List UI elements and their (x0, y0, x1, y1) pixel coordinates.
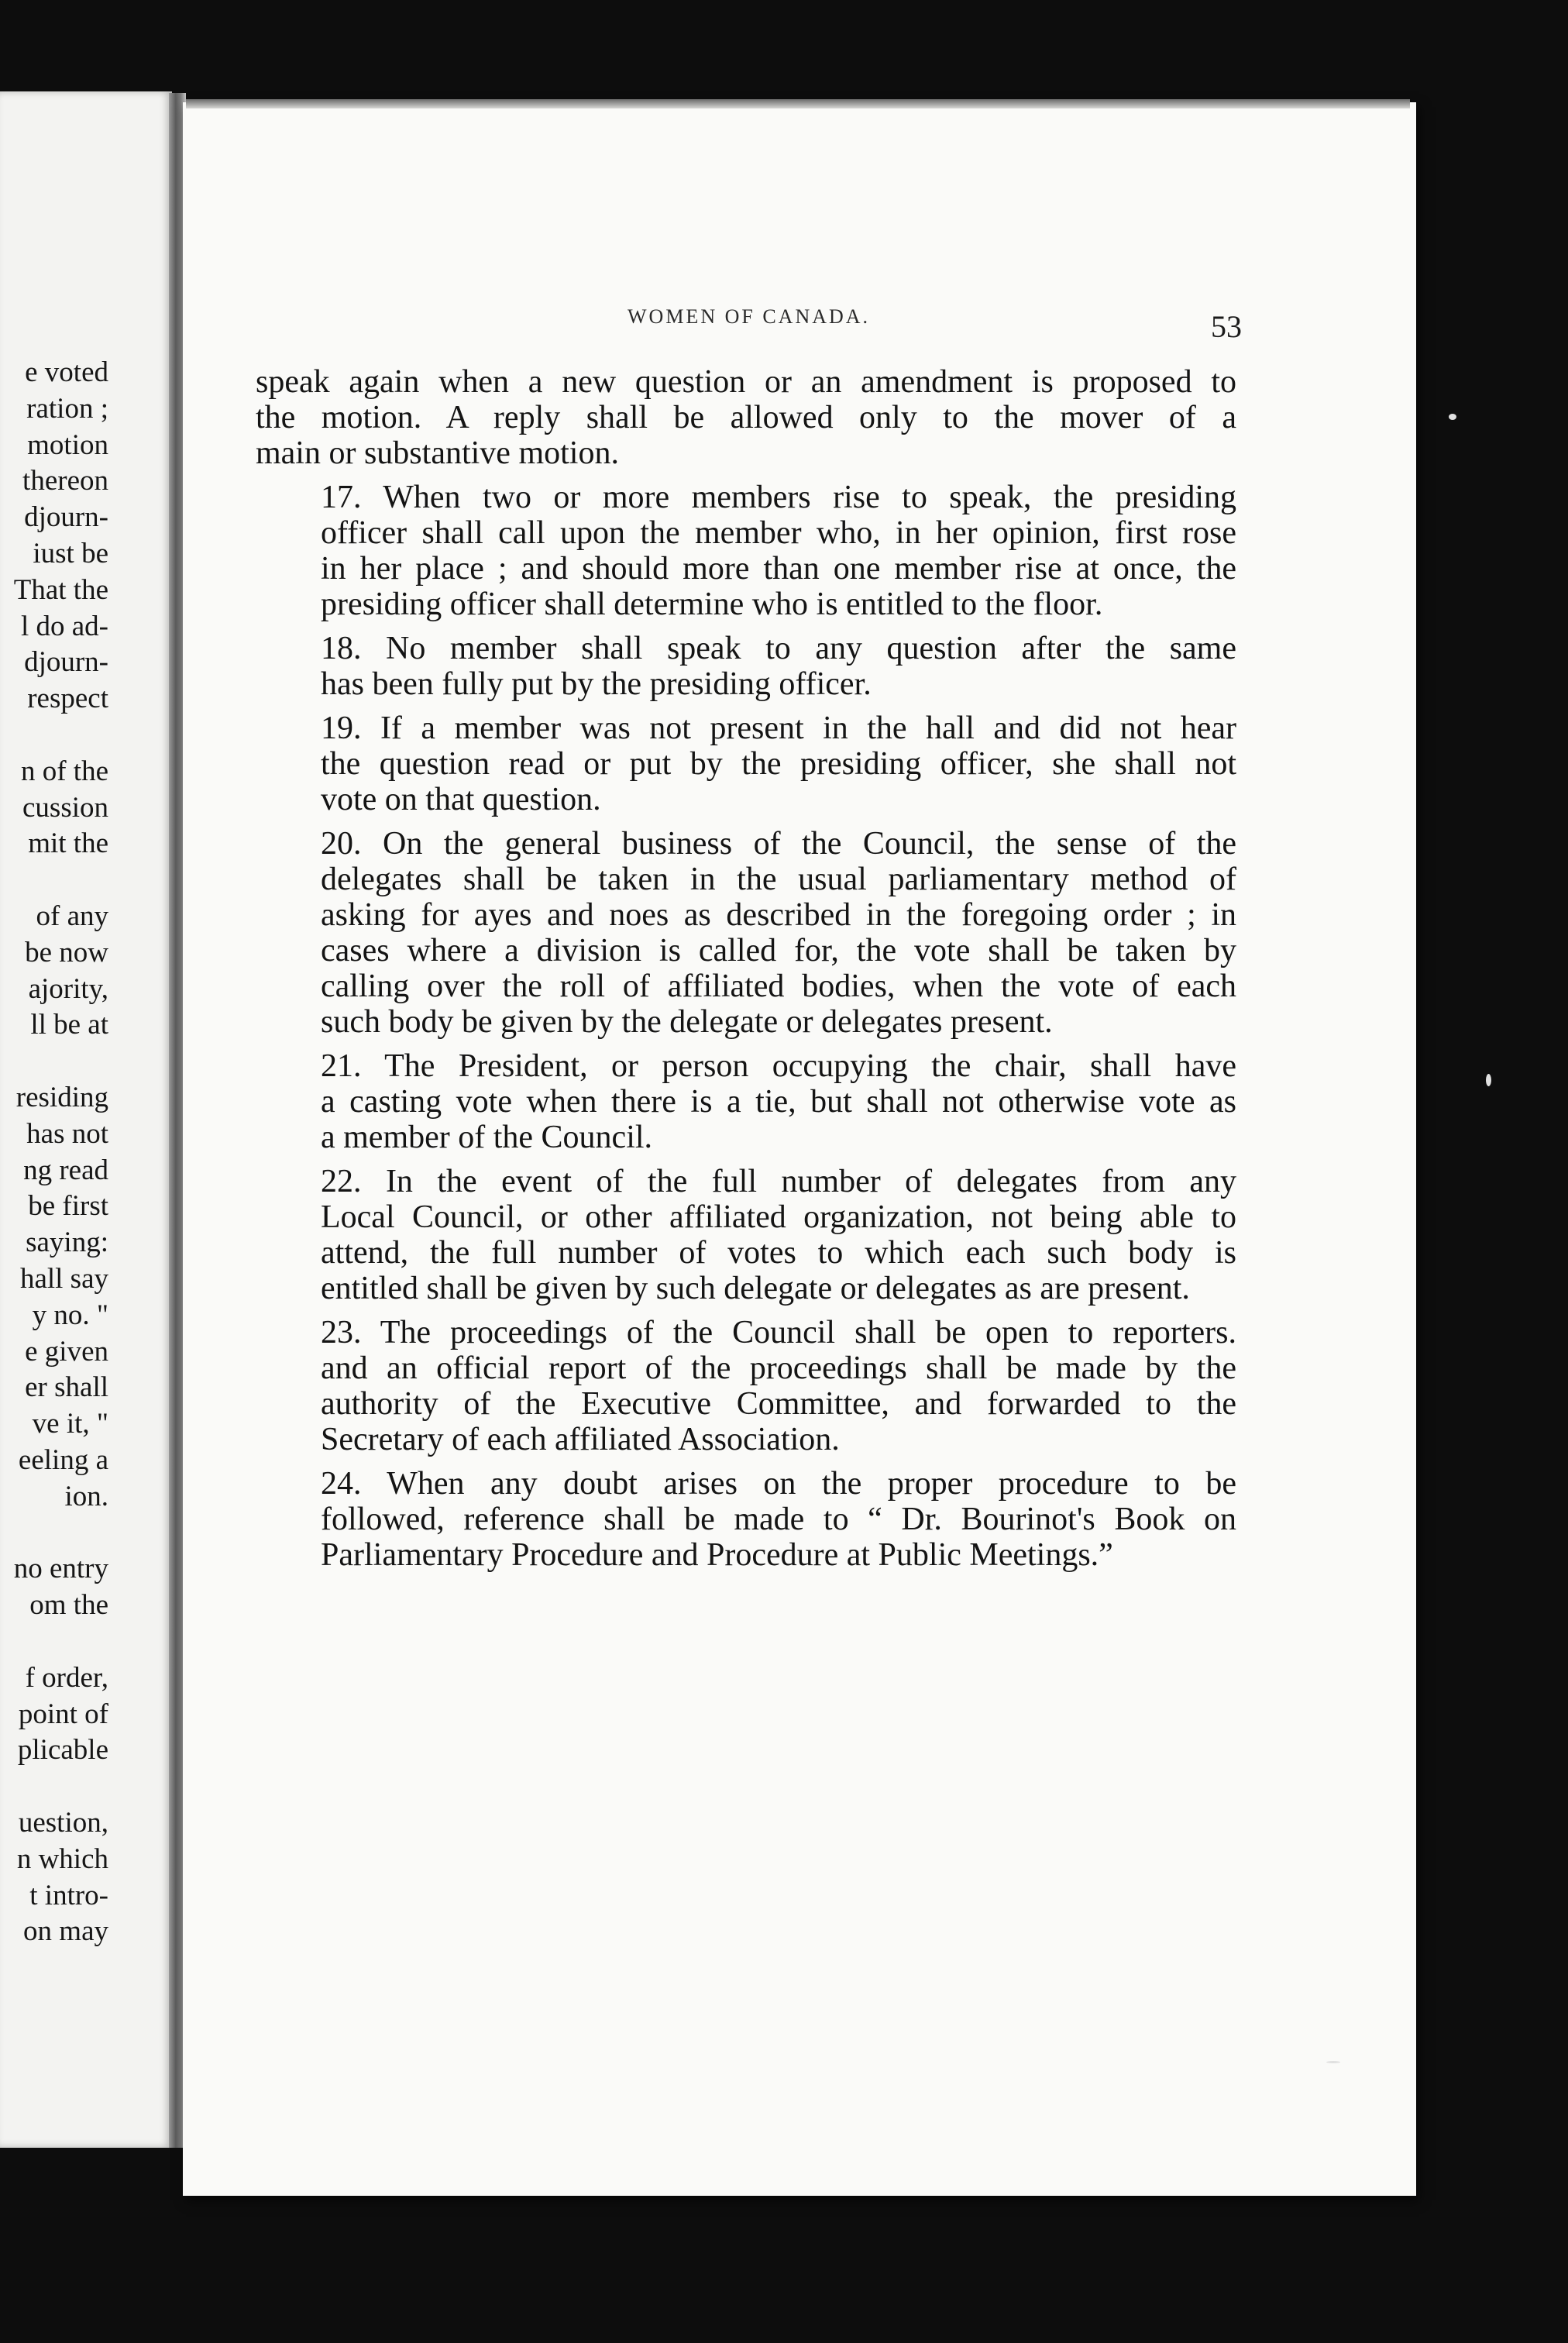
text-line: 23. The proceedings of the Council shall be open to reporters. (321, 1315, 1236, 1350)
text-line: 21. The President, or person occupying the chair, shall have (321, 1048, 1236, 1084)
text-line: and an official report of the proceedings shall be made by the (321, 1350, 1236, 1386)
left-page-line: plicable (17, 1734, 108, 1767)
left-page-line: hall say (19, 1263, 108, 1295)
text-line: presiding officer shall determine who is entitled to the floor. (321, 587, 1103, 622)
scan-speck (1449, 414, 1456, 420)
left-page-line: no entry (13, 1553, 108, 1585)
left-page-line: on may (23, 1915, 108, 1948)
text-line: vote on that question. (321, 782, 601, 817)
text-line: cases where a division is called for, the vote shall be taken by (321, 933, 1236, 969)
text-line: has been fully put by the presiding officer. (321, 666, 872, 702)
text-line: entitled shall be given by such delegate or delegates as are present. (321, 1271, 1190, 1306)
left-page-line: y no. " (32, 1299, 108, 1331)
left-page-line: be now (25, 936, 108, 969)
left-page-line: ll be at (30, 1009, 108, 1041)
page-number: 53 (1211, 309, 1242, 344)
paragraph (256, 480, 1236, 622)
scan-speck (1486, 1074, 1491, 1086)
paragraph (256, 364, 1236, 471)
text-line: speak again when a new question or an amendment is proposed to (256, 364, 1236, 400)
left-page-line: ration ; (26, 392, 108, 425)
text-line: Local Council, or other affiliated organization, not being able to (321, 1199, 1236, 1235)
left-page-line: eeling a (18, 1444, 108, 1476)
text-line: 22. In the event of the full number of delegates from any (321, 1164, 1236, 1199)
text-line: asking for ayes and noes as described in the foregoing order ; in (321, 897, 1236, 933)
paragraph (256, 826, 1236, 1040)
left-page-line: That the (13, 573, 108, 606)
left-page-line: point of (18, 1698, 108, 1730)
text-line: a casting vote when there is a tie, but shall not otherwise vote as (321, 1084, 1236, 1120)
running-head: WOMEN OF CANADA. (628, 305, 871, 328)
text-line: calling over the roll of affiliated bodies, when the vote of each (321, 969, 1236, 1004)
scan-speck (1326, 2061, 1340, 2063)
text-line: 20. On the general business of the Council, the sense of the (321, 826, 1236, 862)
paragraph (256, 1315, 1236, 1457)
left-page-line: cussion (22, 791, 108, 824)
left-page-line: uestion, (18, 1807, 108, 1839)
left-page-line: djourn- (24, 501, 108, 534)
text-line: Parliamentary Procedure and Procedure at Public Meetings.” (321, 1537, 1113, 1573)
left-page-line: er shall (25, 1371, 108, 1404)
text-line: 19. If a member was not present in the hall and did not hear (321, 710, 1236, 746)
left-page-line: djourn- (24, 646, 108, 679)
left-page-line: t intro- (29, 1879, 108, 1911)
left-page-line: motion (27, 428, 108, 461)
text-line: delegates shall be taken in the usual parliamentary method of (321, 862, 1236, 897)
left-page-line: om the (29, 1589, 108, 1622)
left-page-line: ng read (23, 1154, 108, 1186)
text-line: followed, reference shall be made to “ Dr. Bourinot's Book on (321, 1502, 1236, 1537)
left-page-line: ajority, (28, 972, 108, 1005)
left-page-line: of any (36, 900, 108, 932)
paragraph (256, 1164, 1236, 1306)
left-page-line: n which (16, 1842, 108, 1875)
left-page-line: l do ad- (20, 610, 108, 642)
left-page-line: f order, (25, 1661, 108, 1694)
paragraph (256, 631, 1236, 702)
left-page-line: has not (26, 1117, 108, 1150)
left-page-line: saying: (26, 1227, 108, 1259)
text-line: the motion. A reply shall be allowed only to the mover of a (256, 400, 1236, 435)
text-line: 17. When two or more members rise to speak, the presiding (321, 480, 1236, 515)
paragraph (256, 1048, 1236, 1155)
text-line: such body be given by the delegate or delegates present. (321, 1004, 1053, 1040)
text-line: main or substantive motion. (256, 435, 619, 471)
left-page-line: e voted (25, 356, 108, 388)
text-line: 24. When any doubt arises on the proper procedure to be (321, 1466, 1236, 1502)
text-line: 18. No member shall speak to any question after the same (321, 631, 1236, 666)
text-line: Secretary of each affiliated Association. (321, 1422, 840, 1457)
left-page-line: mit the (28, 827, 108, 860)
left-page-line: n of the (20, 755, 108, 787)
left-page-line: e given (25, 1335, 108, 1368)
paragraph (256, 1466, 1236, 1573)
body-text (256, 364, 1236, 1581)
page-top-edge (186, 99, 1410, 108)
left-page-line: ve it, " (32, 1408, 108, 1440)
left-page-line: iust be (33, 538, 108, 569)
left-page-line: thereon (22, 465, 108, 497)
left-facing-page (0, 91, 172, 2148)
left-page-line: ion. (64, 1480, 108, 1512)
left-page-line: residing (15, 1082, 108, 1113)
text-line: a member of the Council. (321, 1120, 653, 1155)
text-line: officer shall call upon the member who, in her opinion, first rose (321, 515, 1236, 551)
text-line: in her place ; and should more than one member rise at once, the (321, 551, 1236, 587)
paragraph (256, 710, 1236, 817)
text-line: attend, the full number of votes to which each such body is (321, 1235, 1236, 1271)
text-line: the question read or put by the presiding officer, she shall not (321, 746, 1236, 782)
left-page-line: respect (27, 683, 108, 715)
text-line: authority of the Executive Committee, and forwarded to the (321, 1386, 1236, 1422)
left-page-line: be first (28, 1190, 108, 1223)
